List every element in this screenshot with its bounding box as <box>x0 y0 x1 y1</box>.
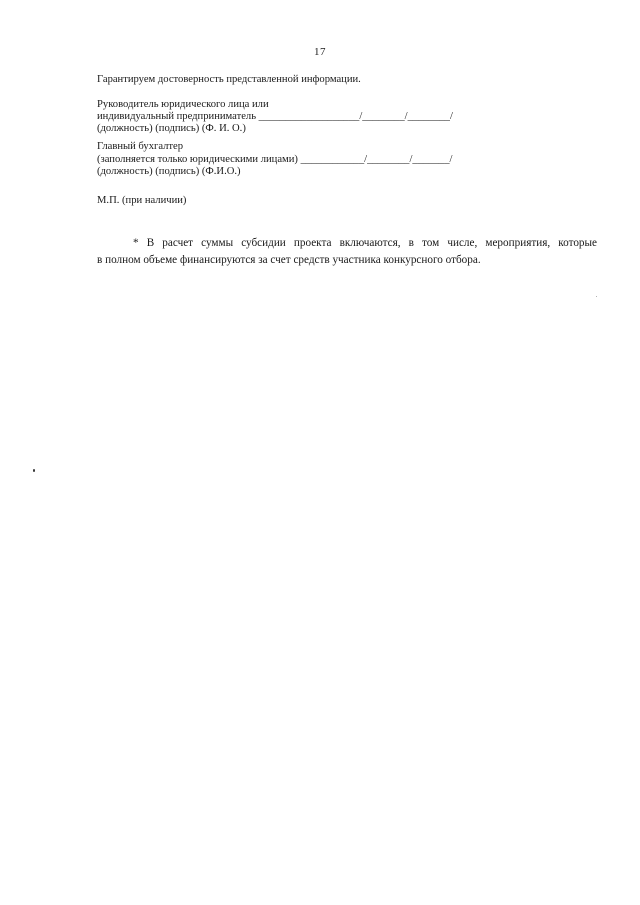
accountant-signature-caption: (должность) (подпись) (Ф.И.О.) <box>97 166 241 177</box>
head-signature-line: индивидуальный предприниматель ___________________/________/________/ <box>97 111 453 122</box>
footnote <box>97 235 597 269</box>
accountant-title: Главный бухгалтер <box>97 141 184 152</box>
guarantee-statement: Гарантируем достоверность представленной информации. <box>97 74 361 85</box>
accountant-signature-line: (заполняется только юридическими лицами) ____________/________/_______/ <box>97 154 453 165</box>
footnote-line1: * В расчет суммы субсидии проекта включаются, в том числе, мероприятия, которые <box>133 237 597 249</box>
page-number: 17 <box>314 46 326 58</box>
stamp-note: М.П. (при наличии) <box>97 195 187 206</box>
scan-speck <box>596 296 597 297</box>
head-title-line1: Руководитель юридического лица или <box>97 99 269 110</box>
scan-speck <box>33 469 35 472</box>
footnote-line2: в полном объеме финансируются за счет средств участника конкурсного отбора. <box>97 254 481 266</box>
head-signature-caption: (должность) (подпись) (Ф. И. О.) <box>97 123 246 134</box>
